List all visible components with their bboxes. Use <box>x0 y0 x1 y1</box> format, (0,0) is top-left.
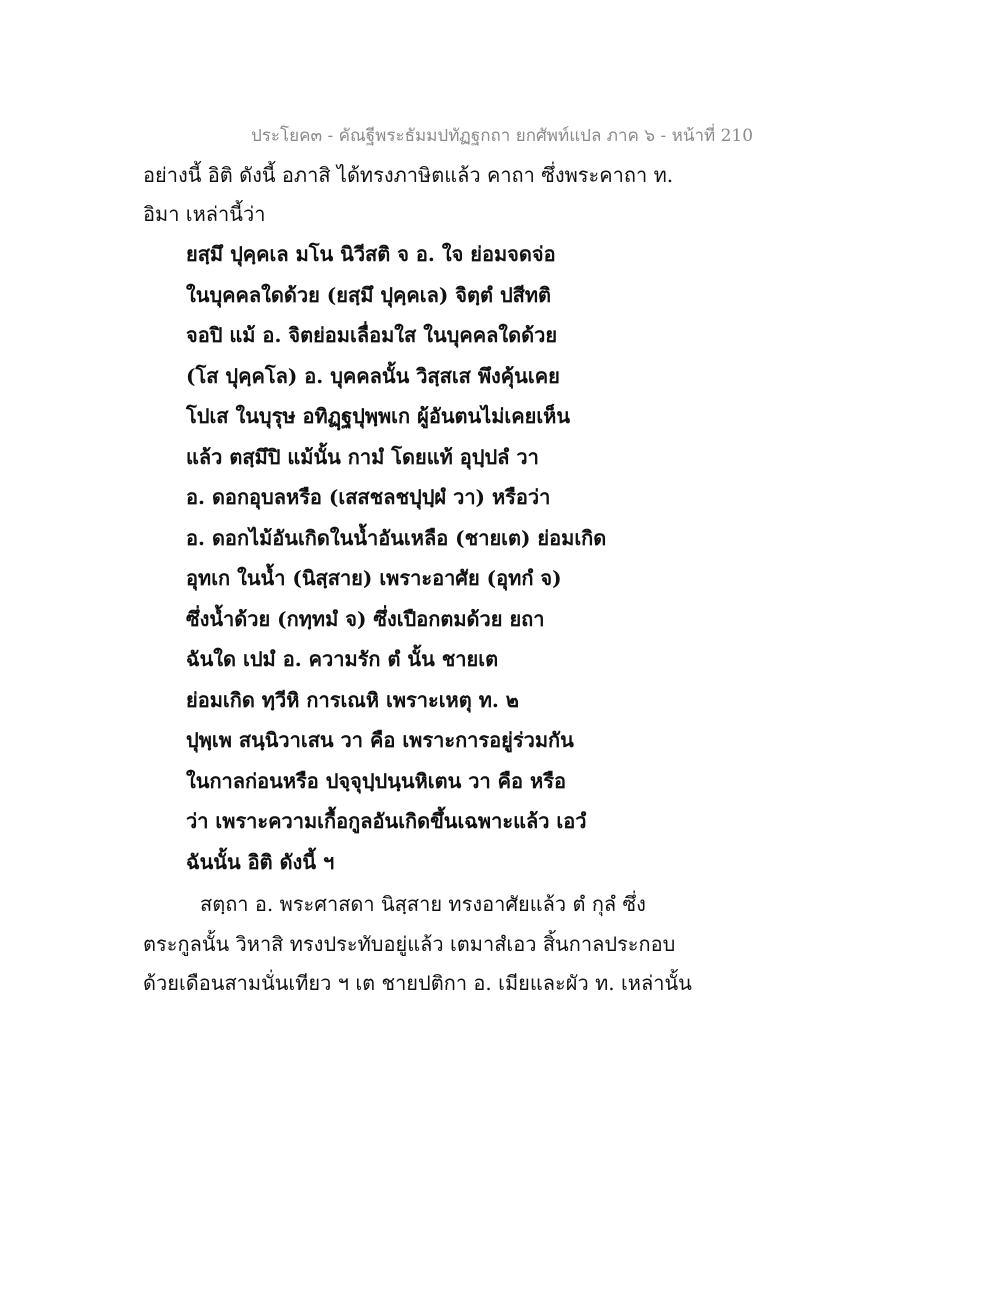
verse-line: ในบุคคลใดด้วย (ยสฺมึ ปุคฺคเล) จิตฺตํ ปสีทติ <box>186 283 552 307</box>
verse-line: ฉันนั้น อิติ ดังนี้ ฯ <box>186 850 335 874</box>
header-text: ประโยค๓ - คัณฐีพระธัมมปทัฏฐกถา ยกศัพท์แปล ภาค ๖ - หน้าที่ 210 <box>250 126 754 146</box>
paragraph-line: ตระกูลนั้น วิหาสิ ทรงประทับอยู่แล้ว เตมาสํเอว สิ้นกาลประกอบ <box>143 932 676 956</box>
intro-line: อย่างนี้ อิติ ดังนี้ อภาสิ ได้ทรงภาษิตแล้ว คาถา ซึ่งพระคาถา ท. <box>143 163 674 187</box>
verse-line: โปเส ในบุรุษ อทิฏฺฐปุพฺพเก ผู้อันตนไม่เคยเห็น <box>186 404 571 428</box>
paragraph-line: ด้วยเดือนสามนั่นเทียว ฯ เต ชายปติกา อ. เมียและผัว ท. เหล่านั้น <box>143 971 692 995</box>
verse-line: อุทเก ในน้ำ (นิสฺสาย) เพราะอาศัย (อุทกํ จ) <box>186 566 562 590</box>
intro-line: อิมา เหล่านี้ว่า <box>143 202 266 226</box>
verse-line: ย่อมเกิด ทฺวีหิ การเณหิ เพราะเหตุ ท. ๒ <box>186 688 519 712</box>
verse-line: อ. ดอกอุบลหรือ (เสสชลชปุปฺผํ วา) หรือว่า <box>186 485 551 509</box>
verse-line: ปุพฺเพ สนฺนิวาเสน วา คือ เพราะการอยู่ร่วมกัน <box>186 728 574 752</box>
verse-line: ยสฺมึ ปุคฺคเล มโน นิวีสติ จ อ. ใจ ย่อมจดจ่อ <box>186 242 556 266</box>
paragraph-line: สตฺถา อ. พระศาสดา นิสฺสาย ทรงอาศัยแล้ว ตํ กุลํ ซึ่ง <box>200 892 646 916</box>
verse-line: ว่า เพราะความเกื้อกูลอันเกิดขึ้นเฉพาะแล้ว เอวํ <box>186 809 587 833</box>
verse-line: ซึ่งน้ำด้วย (กทฺทมํ จ) ซึ่งเปือกตมด้วย ยถา <box>186 607 545 631</box>
page-header <box>0 122 1000 149</box>
verse-line: (โส ปุคฺคโล) อ. บุคคลนั้น วิสฺสเส พึงคุ้นเคย <box>186 364 560 388</box>
verse-line: จอปิ แม้ อ. จิตย่อมเลื่อมใส ในบุคคลใดด้วย <box>186 323 558 347</box>
verse-line: ในกาลก่อนหรือ ปจฺจุปฺปนฺนหิเตน วา คือ หรือ <box>186 769 566 793</box>
verse-line: แล้ว ตสฺมึปิ แม้นั้น กามํ โดยแท้ อุปฺปลํ วา <box>186 445 539 469</box>
verse-line: ฉันใด เปมํ อ. ความรัก ตํ นั้น ชายเต <box>186 647 499 671</box>
verse-line: อ. ดอกไม้อันเกิดในน้ำอันเหลือ (ชายเต) ย่อมเกิด <box>186 526 607 550</box>
